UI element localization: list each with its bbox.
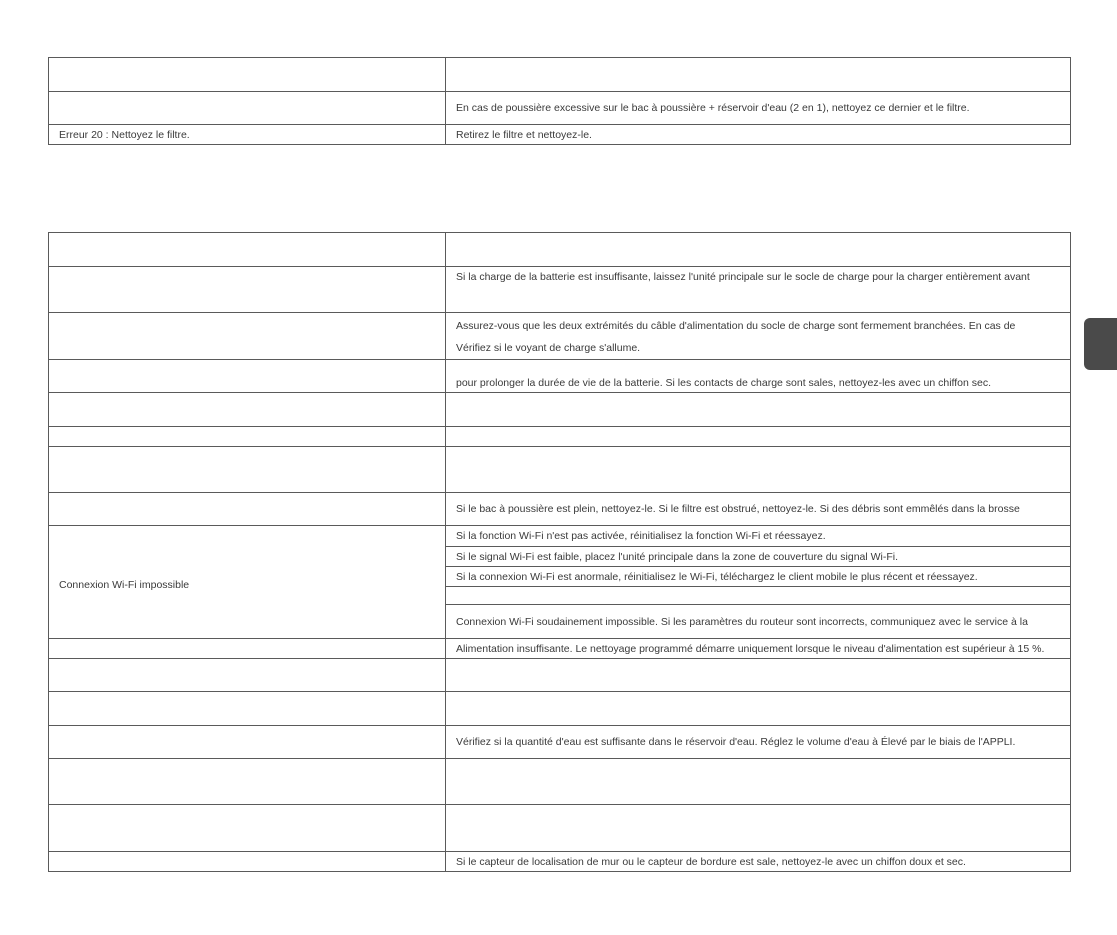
table-row [49,393,1071,427]
problem-cell [49,759,446,805]
solution-cell: Si le bac à poussière est plein, nettoyez-le. Si le filtre est obstrué, nettoyez-le. Si des débris sont emmêlés dans la brosse [446,493,1071,526]
solution-cell: Retirez le filtre et nettoyez-le. [446,125,1071,145]
section-tab-marker [1084,318,1117,370]
problem-cell [49,447,446,493]
solution-cell [446,233,1071,267]
table-row [49,360,1071,393]
solution-cell [446,587,1071,605]
solution-cell: Si le signal Wi-Fi est faible, placez l'unité principale dans la zone de couverture du signal Wi-Fi. [446,547,1071,567]
problem-cell [49,313,446,360]
problem-cell [49,805,446,852]
problem-cell [49,659,446,692]
table-row [49,313,1071,360]
solution-cell: Si la fonction Wi-Fi n'est pas activée, réinitialisez la fonction Wi-Fi et réessayez. [446,526,1071,547]
problem-cell [49,267,446,313]
solution-cell [446,393,1071,427]
table-row [49,852,1071,872]
solution-cell [446,759,1071,805]
problem-cell [49,92,446,125]
solution-cell [446,447,1071,493]
solution-line: Vérifiez si le voyant de charge s'allume. [456,341,641,354]
problem-cell [49,493,446,526]
solution-line: Assurez-vous que les deux extrémités du câble d'alimentation du socle de charge sont fermement branchées. En cas de [456,319,1016,332]
solution-cell [446,313,1071,360]
table-row [49,427,1071,447]
problem-cell [49,360,446,393]
table-row [49,58,1071,92]
table-row [49,692,1071,726]
solution-cell [446,659,1071,692]
solution-cell: pour prolonger la durée de vie de la batterie. Si les contacts de charge sont sales, nettoyez-les avec un chiffon sec. [446,360,1071,393]
problem-cell [49,639,446,659]
problem-cell [49,852,446,872]
table-row [49,267,1071,313]
problem-cell [49,427,446,447]
problem-cell [49,233,446,267]
problem-cell [49,726,446,759]
table-row [49,759,1071,805]
table-row [49,92,1071,125]
troubleshooting-table-bottom [48,232,1071,872]
solution-cell [446,692,1071,726]
solution-cell [446,427,1071,447]
table-row [49,639,1071,659]
solution-cell: En cas de poussière excessive sur le bac à poussière + réservoir d'eau (2 en 1), nettoyez ce dernier et le filtre. [446,92,1071,125]
table-row [49,125,1071,145]
problem-cell: Erreur 20 : Nettoyez le filtre. [49,125,446,145]
solution-cell [446,805,1071,852]
solution-cell: Vérifiez si la quantité d'eau est suffisante dans le réservoir d'eau. Réglez le volume d'eau à Élevé par le biais de l'APPLI. [446,726,1071,759]
solution-cell [446,58,1071,92]
solution-cell: Alimentation insuffisante. Le nettoyage programmé démarre uniquement lorsque le niveau d'alimentation est supérieur à 15 %. [446,639,1071,659]
table-row [49,526,1071,547]
solution-cell: Si la charge de la batterie est insuffisante, laissez l'unité principale sur le socle de charge pour la charger entièrement avant [446,267,1071,313]
problem-cell [49,692,446,726]
table-row [49,805,1071,852]
troubleshooting-table-top [48,57,1071,145]
table-row [49,659,1071,692]
table-row [49,726,1071,759]
solution-cell: Si la connexion Wi-Fi est anormale, réinitialisez le Wi-Fi, téléchargez le client mobile le plus récent et réessayez. [446,567,1071,587]
solution-cell: Si le capteur de localisation de mur ou le capteur de bordure est sale, nettoyez-le avec un chiffon doux et sec. [446,852,1071,872]
solution-cell: Connexion Wi-Fi soudainement impossible. Si les paramètres du routeur sont incorrects, communiquez avec le service à la [446,605,1071,639]
table-row [49,493,1071,526]
table-row [49,447,1071,493]
problem-cell [49,58,446,92]
problem-cell [49,393,446,427]
problem-cell-wifi: Connexion Wi-Fi impossible [49,526,446,639]
table-row [49,233,1071,267]
